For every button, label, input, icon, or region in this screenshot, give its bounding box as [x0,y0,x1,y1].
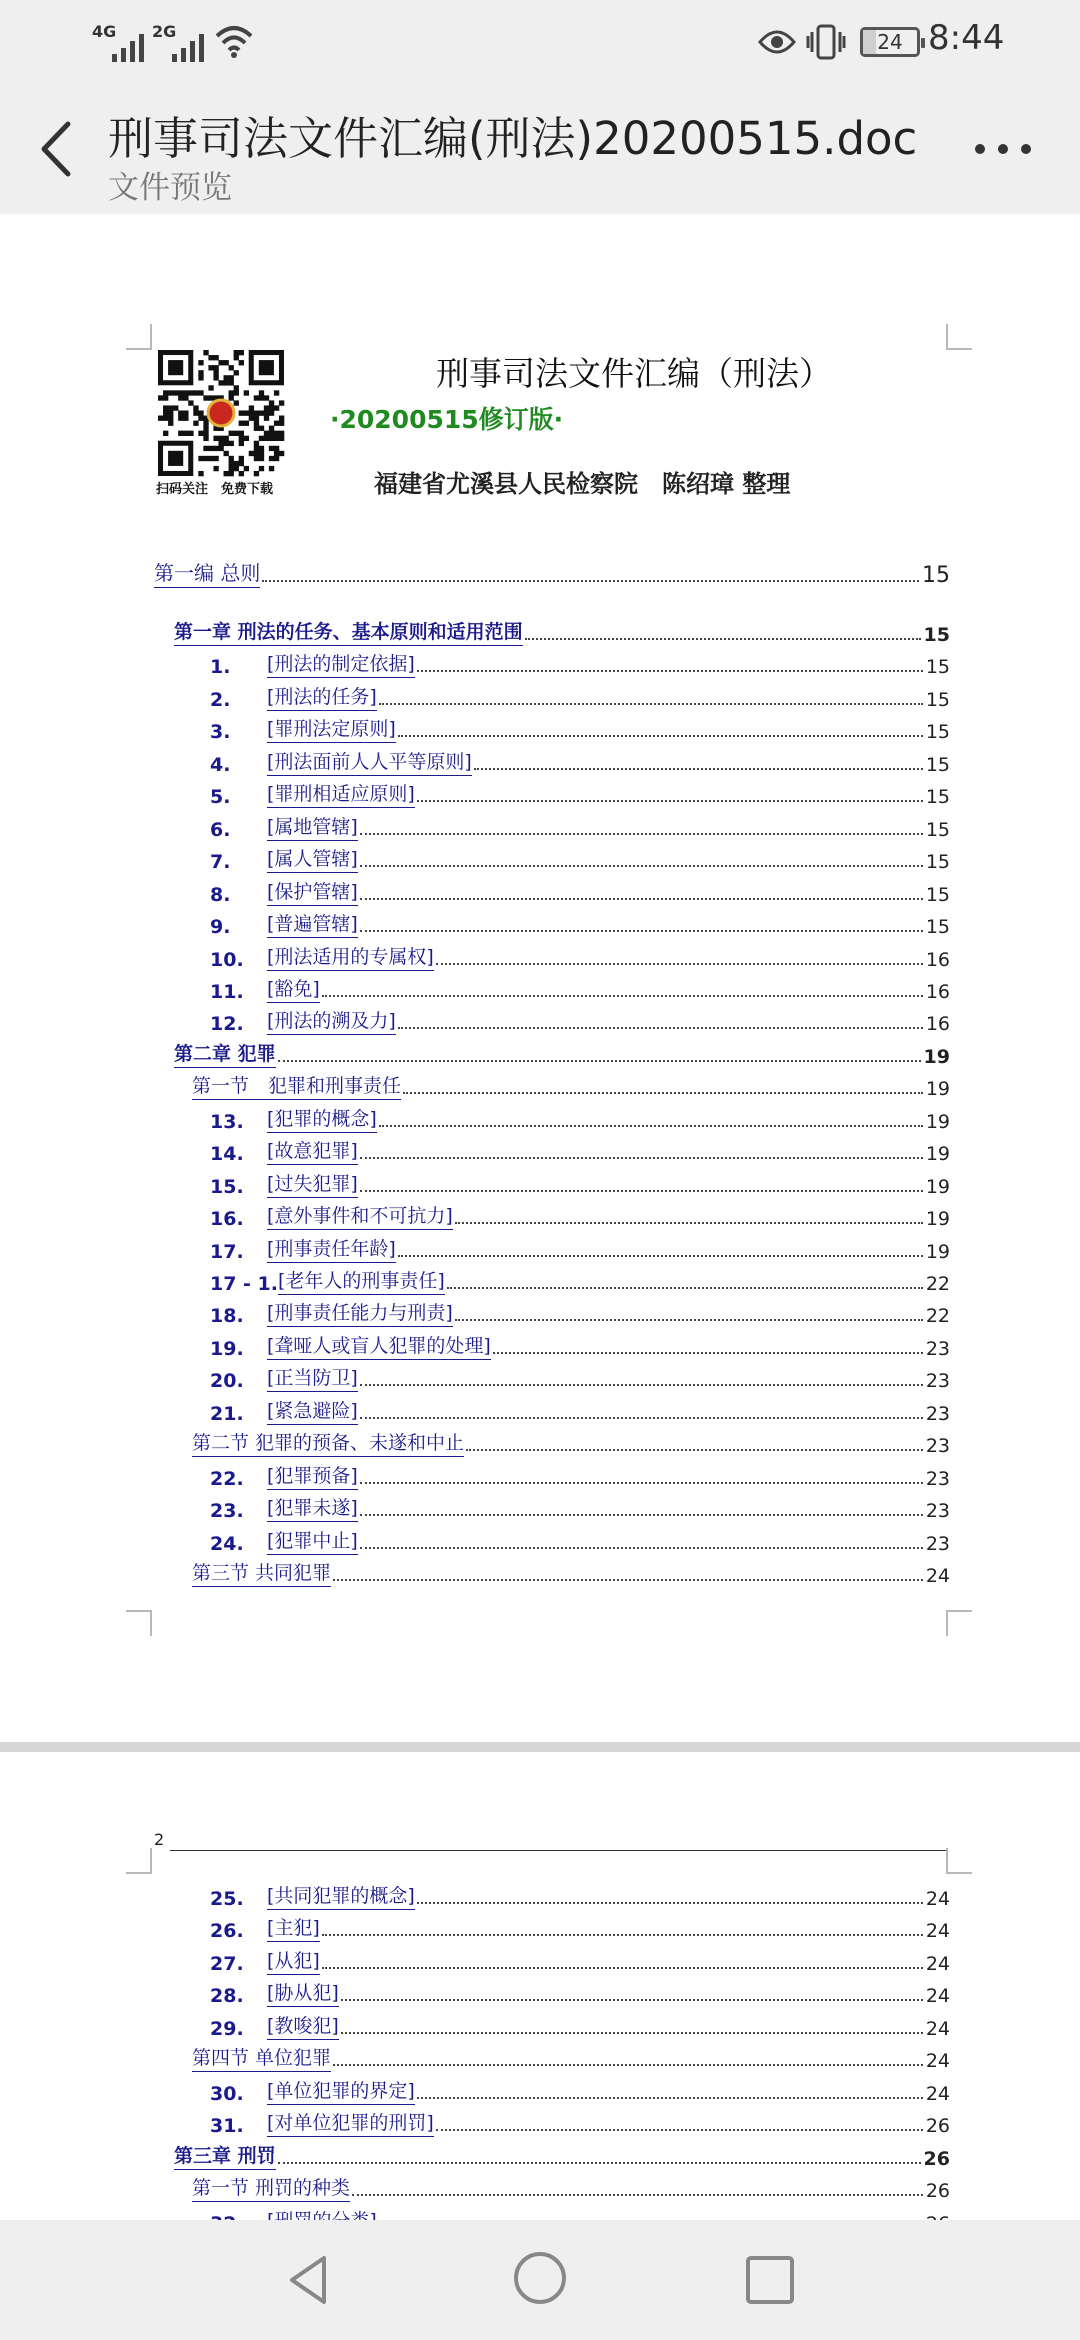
toc-entry-text: [犯罪未遂] [267,1493,358,1522]
toc-dot-leader [455,1319,923,1321]
toc-entry-text: [教唆犯] [267,2011,339,2040]
toc-page-number: 16 [925,980,950,1003]
toc-entry-text: [普遍管辖] [267,909,358,938]
toc-item-number: 1. [210,656,231,679]
toc-item-number: 2. [210,688,231,711]
toc-item-row[interactable] [210,1360,950,1392]
toc-item-number: 24. [210,1532,244,1555]
toc-item-number: 17. [210,1240,244,1263]
toc-dot-leader [322,1967,923,1969]
toc-chapter-row[interactable] [174,614,950,646]
toc-dot-leader [466,1449,923,1451]
toc-item-row[interactable] [210,1458,950,1490]
toc-page-number: 23 [925,1467,950,1490]
toc-page-number: 15 [925,721,950,744]
toc-item-number: 27. [210,1952,244,1975]
toc-dot-leader [360,930,923,932]
toc-dot-leader [341,1999,923,2001]
toc-entry-text: [正当防卫] [267,1363,358,1392]
toc-entry-text: 第三章 刑罚 [174,2141,276,2170]
toc-entry-text: [胁从犯] [267,1978,339,2007]
toc-item-number: 19. [210,1337,244,1360]
toc-entry-text: 第三节 共同犯罪 [192,1558,331,1587]
toc-item-row[interactable] [210,776,950,808]
toc-item-row[interactable] [210,906,950,938]
clock: 8:44 [928,18,1005,58]
toc-dot-leader [360,1190,923,1192]
toc-page-number: 24 [925,1952,950,1975]
toc-item-number: 8. [210,883,231,906]
toc-page-number: 24 [925,1985,950,2008]
toc-page-number: 23 [925,1370,950,1393]
toc-page-number: 22 [925,1305,950,1328]
toc-dot-leader [417,2097,923,2099]
toc-page-number: 16 [925,1013,950,1036]
toc-page-number: 23 [925,1532,950,1555]
toc-entry-text: [刑法适用的专属权] [267,942,434,971]
qr-code-image [158,350,284,476]
battery-indicator [860,27,920,57]
toc-item-number: 16. [210,1208,244,1231]
nav-home-icon[interactable] [512,2250,568,2306]
toc-page-number: 24 [925,2050,950,2073]
toc-entry-text: 第一章 刑法的任务、基本原则和适用范围 [174,617,523,646]
toc-item-row[interactable] [210,1166,950,1198]
toc-section-row[interactable] [192,1068,950,1100]
toc-entry-text: [刑法面前人人平等原则] [267,747,472,776]
toc-entry-text: [罪刑相适应原则] [267,779,415,808]
toc-entry-text: [豁免] [267,974,320,1003]
toc-entry-text: [聋哑人或盲人犯罪的处理] [267,1331,491,1360]
toc-entry-text: [刑法的任务] [267,682,377,711]
toc-item-number: 7. [210,851,231,874]
toc-entry-text: [罪刑法定原则] [267,714,396,743]
toc-item-row[interactable] [210,744,950,776]
toc-page-number: 19 [925,1078,950,1101]
toc-page-number: 24 [925,1920,950,1943]
document-title: 刑事司法文件汇编（刑法） [436,354,832,393]
toc-item-row[interactable] [210,2073,950,2105]
toc-item-row[interactable] [210,841,950,873]
toc-item-row[interactable] [210,1295,950,1327]
toc-item-number: 3. [210,721,231,744]
toc-page-number: 15 [925,753,950,776]
toc-entry-text: [犯罪的概念] [267,1104,377,1133]
toc-section-row[interactable] [192,1425,950,1457]
toc-page-number: 23 [925,1402,950,1425]
toc-item-row[interactable] [210,646,950,678]
toc-item-row[interactable] [210,971,950,1003]
toc-dot-leader [379,1125,923,1127]
toc-entry-text: [共同犯罪的概念] [267,1881,415,1910]
toc-item-row[interactable] [210,1198,950,1230]
toc-part-row[interactable] [154,556,950,588]
toc-dot-leader [360,1514,923,1516]
toc-dot-leader [493,1352,923,1354]
toc-item-number: 26. [210,1920,244,1943]
toc-dot-leader [322,1934,923,1936]
back-arrow-icon[interactable] [30,114,80,184]
toc-entry-text: [刑事责任年龄] [267,1234,396,1263]
toc-page-number: 15 [925,851,950,874]
toc-page-number: 19 [925,1208,950,1231]
toc-dot-leader [278,2162,921,2164]
toc-entry-text: [保护管辖] [267,877,358,906]
vibrate-icon [806,22,846,62]
toc-dot-leader [360,1384,923,1386]
toc-item-row[interactable] [210,711,950,743]
toc-item-number: 23. [210,1500,244,1523]
signal-4g-icon [92,22,144,62]
toc-item-number: 14. [210,1143,244,1166]
toc-dot-leader [379,703,923,705]
toc-dot-leader [360,1417,923,1419]
network-type-label: 4G [92,22,117,41]
toc-dot-leader [360,833,923,835]
toc-item-number: 29. [210,2017,244,2040]
toc-entry-text: [紧急避险] [267,1396,358,1425]
toc-page-number: 15 [925,786,950,809]
toc-dot-leader [360,1547,923,1549]
toc-page-number: 24 [925,1565,950,1588]
toc-item-row[interactable] [210,2008,950,2040]
crop-mark [946,1610,972,1636]
nav-back-icon[interactable] [282,2252,338,2308]
toc-item-row[interactable] [210,1101,950,1133]
toc-item-row[interactable] [210,1943,950,1975]
toc-page-number: 19 [925,1110,950,1133]
toc-page-number: 22 [925,1273,950,1295]
toc-item-row[interactable] [210,679,950,711]
toc-dot-leader [322,995,923,997]
toc-item-number: 6. [210,818,231,841]
toc-page-number: 19 [925,1143,950,1166]
toc-item-number: 18. [210,1305,244,1328]
toc-item-row[interactable] [210,874,950,906]
toc-item-row[interactable] [210,1910,950,1942]
document-version: ·20200515修订版· [330,405,564,434]
toc-item-number: 9. [210,916,231,939]
toc-dot-leader [333,2064,923,2066]
toc-entry-text: [属人管辖] [267,844,358,873]
toc-dot-leader [333,1579,923,1581]
crop-mark [126,1610,152,1636]
toc-item-number: 13. [210,1110,244,1133]
toc-page-number: 15 [925,656,950,679]
toc-entry-text: [属地管辖] [267,812,358,841]
toc-dot-leader [360,1157,923,1159]
toc-dot-leader [360,1482,923,1484]
crop-mark [126,1848,152,1874]
toc-entry-text: [从犯] [267,1946,320,1975]
toc-dot-leader [436,963,923,965]
toc-item-number: 20. [210,1370,244,1393]
battery-level-text: 24 [877,30,903,54]
toc-dot-leader [455,1222,923,1224]
page-number: 2 [154,1830,165,1849]
signal-2g-icon [152,22,204,62]
toc-entry-text: 第二章 犯罪 [174,1039,276,1068]
crop-mark [946,324,972,350]
toc-page-number: 23 [925,1337,950,1360]
toc-entry-text: [故意犯罪] [267,1136,358,1165]
toc-page-number: 15 [925,916,950,939]
toc-item-number: 10. [210,948,244,971]
qr-caption: 扫码关注 免费下载 [156,482,274,497]
nav-recents-icon[interactable] [742,2252,798,2308]
toc-item-row[interactable] [210,939,950,971]
toc-item-row[interactable] [210,1003,950,1035]
toc-page-number: 24 [925,2017,950,2040]
toc-page-number: 23 [925,1435,950,1458]
toc-page-number: 26 [923,2147,950,2170]
toc-item-row[interactable] [210,1263,950,1295]
toc-page-number: 19 [925,1175,950,1198]
toc-section-row[interactable] [192,2040,950,2072]
toc-chapter-row[interactable] [174,2138,950,2170]
toc-entry-text: [犯罪预备] [267,1461,358,1490]
toc-entry-text: 第一节 犯罪和刑事责任 [192,1071,401,1100]
toc-entry-text: 第一节 刑罚的种类 [192,2173,350,2202]
toc-dot-leader [417,670,923,672]
toc-entry-text: [刑法的制定依据] [267,649,415,678]
toc-entry-text: [主犯] [267,1913,320,1942]
toc-chapter-row[interactable] [174,1036,950,1068]
toc-item-number: 31. [210,2115,244,2138]
toc-entry-text: 第一编 总则 [154,557,260,588]
toc-section-row[interactable] [192,1555,950,1587]
toc-entry-text: [单位犯罪的界定] [267,2076,415,2105]
toc-item-number: 30. [210,2082,244,2105]
toc-page-number: 23 [925,1500,950,1523]
toc-dot-leader [417,1902,923,1904]
toc-dot-leader [278,1060,921,1062]
toc-entry-text: 第二节 犯罪的预备、未遂和中止 [192,1428,464,1457]
toc-dot-leader [398,1255,923,1257]
toc-item-row[interactable] [210,1328,950,1360]
toc-page-number: 24 [925,1888,950,1910]
toc-item-row[interactable] [210,809,950,841]
toc-entry-text: [意外事件和不可抗力] [267,1201,453,1230]
toc-page-number: 26 [925,2115,950,2138]
app-header [0,84,1080,214]
toc-item-row[interactable] [210,1523,950,1555]
page-title: 刑事司法文件汇编(刑法)20200515.doc [108,112,918,165]
toc-entry-text: [对单位犯罪的刑罚] [267,2108,434,2137]
toc-page-number: 19 [923,1045,950,1068]
header-rule [170,1850,946,1851]
toc-item-number: 17 - 1. [210,1273,278,1295]
status-bar [0,0,1080,84]
toc-dot-leader [447,1287,923,1289]
toc-entry-text: [刑法的溯及力] [267,1006,396,1035]
toc-item-number: 21. [210,1402,244,1425]
toc-entry-text: [过失犯罪] [267,1169,358,1198]
toc-dot-leader [398,1027,923,1029]
network-type-label-2: 2G [152,22,177,41]
toc-item-number: 15. [210,1175,244,1198]
toc-dot-leader [360,865,923,867]
toc-dot-leader [417,800,923,802]
toc-item-row[interactable] [210,1878,950,1910]
page-subtitle: 文件预览 [108,170,232,206]
toc-page-number: 15 [925,818,950,841]
more-options-icon[interactable] [968,124,1038,174]
toc-item-number: 5. [210,786,231,809]
toc-page-number: 24 [925,2082,950,2105]
toc-page-number: 15 [922,563,950,588]
toc-item-row[interactable] [210,1231,950,1263]
toc-item-row[interactable] [210,2105,950,2137]
toc-item-number: 4. [210,753,231,776]
navigation-bar [0,2220,1080,2340]
toc-dot-leader [262,580,919,582]
toc-item-number: 28. [210,1985,244,2008]
toc-dot-leader [474,768,923,770]
toc-section-row[interactable] [192,2170,950,2202]
toc-item-number: 22. [210,1467,244,1490]
toc-dot-leader [341,2032,923,2034]
toc-page-number: 15 [925,688,950,711]
toc-item-row[interactable] [210,1133,950,1165]
toc-entry-text: [老年人的刑事责任] [278,1266,445,1295]
toc-dot-leader [525,638,921,640]
toc-dot-leader [436,2129,923,2131]
toc-item-row[interactable] [210,1975,950,2007]
toc-item-row[interactable] [210,1393,950,1425]
wifi-icon [214,22,254,58]
toc-entry-text: [刑事责任能力与刑责] [267,1298,453,1327]
toc-page-number: 26 [925,2180,950,2203]
document-author: 福建省尤溪县人民检察院 陈绍璋 整理 [374,470,791,498]
page-separator [0,1742,1080,1752]
toc-entry-text: [犯罪中止] [267,1526,358,1555]
toc-page-number: 19 [925,1240,950,1263]
toc-dot-leader [403,1092,923,1094]
toc-item-row[interactable] [210,1490,950,1522]
crop-mark [946,1848,972,1874]
toc-dot-leader [360,898,923,900]
toc-item-number: 12. [210,1013,244,1036]
crop-mark [126,324,152,350]
toc-dot-leader [352,2194,923,2196]
toc-item-number: 25. [210,1888,244,1910]
toc-dot-leader [398,735,923,737]
toc-page-number: 15 [925,883,950,906]
document-viewer[interactable] [0,214,1080,2220]
toc-page-number: 15 [923,624,950,646]
eye-icon [758,28,796,56]
toc-entry-text: 第四节 单位犯罪 [192,2043,331,2072]
toc-item-number: 11. [210,980,244,1003]
toc-page-number: 16 [925,948,950,971]
